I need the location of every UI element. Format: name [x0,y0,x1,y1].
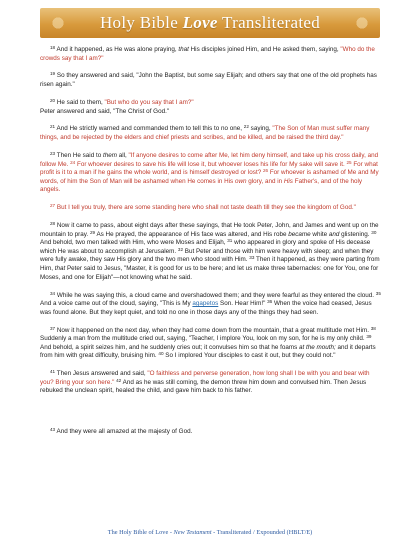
verse-number: 42 [116,377,122,383]
page-header-banner [40,8,380,38]
verse-italic: and [328,230,340,238]
paragraph-41 [40,370,382,396]
verse-text: Then He said to [55,151,103,159]
paragraph-19 [40,72,382,89]
page-footer [0,529,420,536]
verse-number: 37 [50,325,56,331]
words-of-jesus: "If anyone desires to come after Me, let him deny himself, and take up his cross daily, and follow Me. [40,151,379,168]
verse-text: His disciples joined Him, and He asked them, saying, [188,46,341,53]
words-of-jesus: For whoever desires to save his life will lose it, but whoever loses his life for My sake will save it. [75,160,345,168]
words-of-jesus: "But who do you say that I am?" [104,98,194,106]
verse-number: 21 [50,124,56,130]
verse-text: And He strictly warned and commanded them to tell this to no one, [55,125,244,133]
paragraph-34 [40,292,382,318]
verse-number: 36 [267,299,273,305]
words-of-jesus: "Who do the crowds say that I am?" [40,46,375,62]
verse-number: 24 [70,159,76,165]
ornament-icon [348,11,376,35]
verse-text: Then it happened, as they were parting from Him, [40,256,380,273]
verse-italic: that [178,46,189,53]
words-of-jesus: Father's, and of the holy angels. [40,177,363,194]
words-of-jesus: For what profit is it to a man if he gains the whole world, and is himself destroyed or lost? [40,160,378,177]
verse-number: 30 [371,229,377,235]
scripture-text [40,46,382,446]
paragraph-27 [40,204,382,213]
verse-text: And it happened, as He was alone praying, [55,46,179,53]
verse-number: 38 [370,325,376,331]
words-of-jesus: For whoever is ashamed of Me and My words, of him the Son of Man will be ashamed when He comes in His [40,169,379,185]
verse-number: 35 [375,290,381,296]
footer-italic: New Testament [173,529,212,536]
paragraph-28 [40,222,382,282]
verse-text: white [310,230,329,238]
verse-text: Now it happened on the next day, when they had come down from the mountain, that a great multitude met Him. [55,326,369,334]
verse-text: Now it came to pass, about eight days after these sayings, that He took Peter, John, and James and went up on the mountain to pray. [40,222,379,238]
paragraph-37 [40,327,382,361]
verse-text: and it departs from him with great difficulty, bruising him. [40,343,376,360]
verse-number: 18 [50,45,56,50]
verse-text: And behold, a spirit seizes him, and he suddenly cries out; it convulses him so that he foams [40,343,300,351]
paragraph-43 [40,428,382,437]
title-love: Love [182,13,218,32]
verse-text: Then Jesus answered and said, [55,370,148,378]
words-of-jesus-italic: own [234,177,247,185]
agapetos-link[interactable]: agapetos [192,300,219,308]
verse-text: all, [116,151,129,159]
paragraph-23 [40,152,382,195]
verse-number: 34 [50,290,56,296]
verse-italic: them [102,151,117,159]
verse-text: glistening. [339,230,370,238]
words-of-jesus: "The Son of Man must suffer many things, and be rejected by the elders and chief priests and scribes, and be killed, and be raised the third day." [40,125,370,142]
paragraph-18 [40,46,382,63]
title-part: Transliterated [217,13,321,32]
words-of-jesus: But I tell you truly, there are some standing here who shall not taste death till they see the kingdom of God." [55,204,356,212]
verse-text: So they answered and said, "John the Baptist, but some say Elijah; and others say that one of the old prophets has risen again." [40,72,377,89]
verse-number: 40 [158,351,164,357]
words-of-jesus-italic: His [283,177,293,185]
footer-text: - Transliterated / Expounded (HBLT/E) [211,529,313,536]
verse-number: 28 [50,221,56,227]
title-part: Holy Bible [99,13,183,32]
paragraph-21 [40,125,382,142]
verse-text: As He prayed, the appearance of His face was altered, and His robe [95,230,289,238]
verse-text: But Peter and those with him were heavy with sleep; and when they were fully awake, they saw His glory and the two men who stood with Him. [40,247,374,264]
verse-italic: became [288,230,311,238]
verse-number: 31 [227,238,233,244]
verse-number: 39 [366,334,372,340]
words-of-jesus: glory, and in [246,177,284,185]
verse-text: So I implored Your disciples to cast it out, but they could not." [163,352,336,360]
verse-number: 33 [249,255,255,261]
verse-number: 43 [50,427,56,433]
verse-number: 29 [89,229,96,235]
verse-number: 20 [50,97,56,103]
verse-text: saying, [248,125,273,133]
ornament-icon [44,11,72,35]
verse-number: 23 [50,150,56,156]
verse-text: And a voice came out of the cloud, saying, "This is My [40,300,193,308]
verse-text: He said to them, [55,98,105,106]
verse-text: Peter answered and said, "The Christ of God." [40,107,170,115]
footer-text: The Holy Bible of Love - [107,529,174,536]
verse-text: who appeared in glory and spoke of His decease which He was about to accomplish at Jerusalem. [40,239,371,255]
verse-text: When the voice had ceased, Jesus was found alone. But they kept quiet, and told no one in those days any of the things they had seen. [40,300,372,316]
verse-number: 19 [50,71,56,77]
verse-text: While he was saying this, a cloud came and overshadowed them; and they were fearful as they entered the cloud. [55,291,375,299]
verse-number: 32 [177,246,184,252]
verse-text: And as he was still coming, the demon threw him down and convulsed him. Then Jesus rebuked the unclean spirit, healed the child, and gave him back to his father. [40,378,367,395]
verse-text: Peter said to Jesus, "Master, it is good for us to be here; and let us make three tabernacles: one for You, one for Moses, and one for Elijah"—not knowing what he said. [40,265,379,281]
verse-number: 41 [50,369,56,375]
verse-number: 26 [262,168,269,174]
verse-number: 27 [50,203,56,209]
paragraph-20 [40,99,382,116]
page-title [100,13,320,33]
verse-number: 25 [346,159,352,165]
verse-italic: at the mouth; [299,343,336,351]
verse-text: And behold, two men talked with Him, who were Moses and Elijah, [40,239,226,247]
verse-number: 22 [243,124,249,130]
verse-text: Suddenly a man from the multitude cried out, saying, "Teacher, I implore You, look on my son, for he is my only child. [40,335,365,343]
verse-italic: that [54,265,66,273]
words-of-jesus: "O faithless and perverse generation, how long shall I be with you and bear with you? Bring your son here." [40,370,370,386]
verse-text: Son. Hear Him!" [218,300,266,308]
verse-text: And they were all amazed at the majesty of God. [55,428,193,436]
